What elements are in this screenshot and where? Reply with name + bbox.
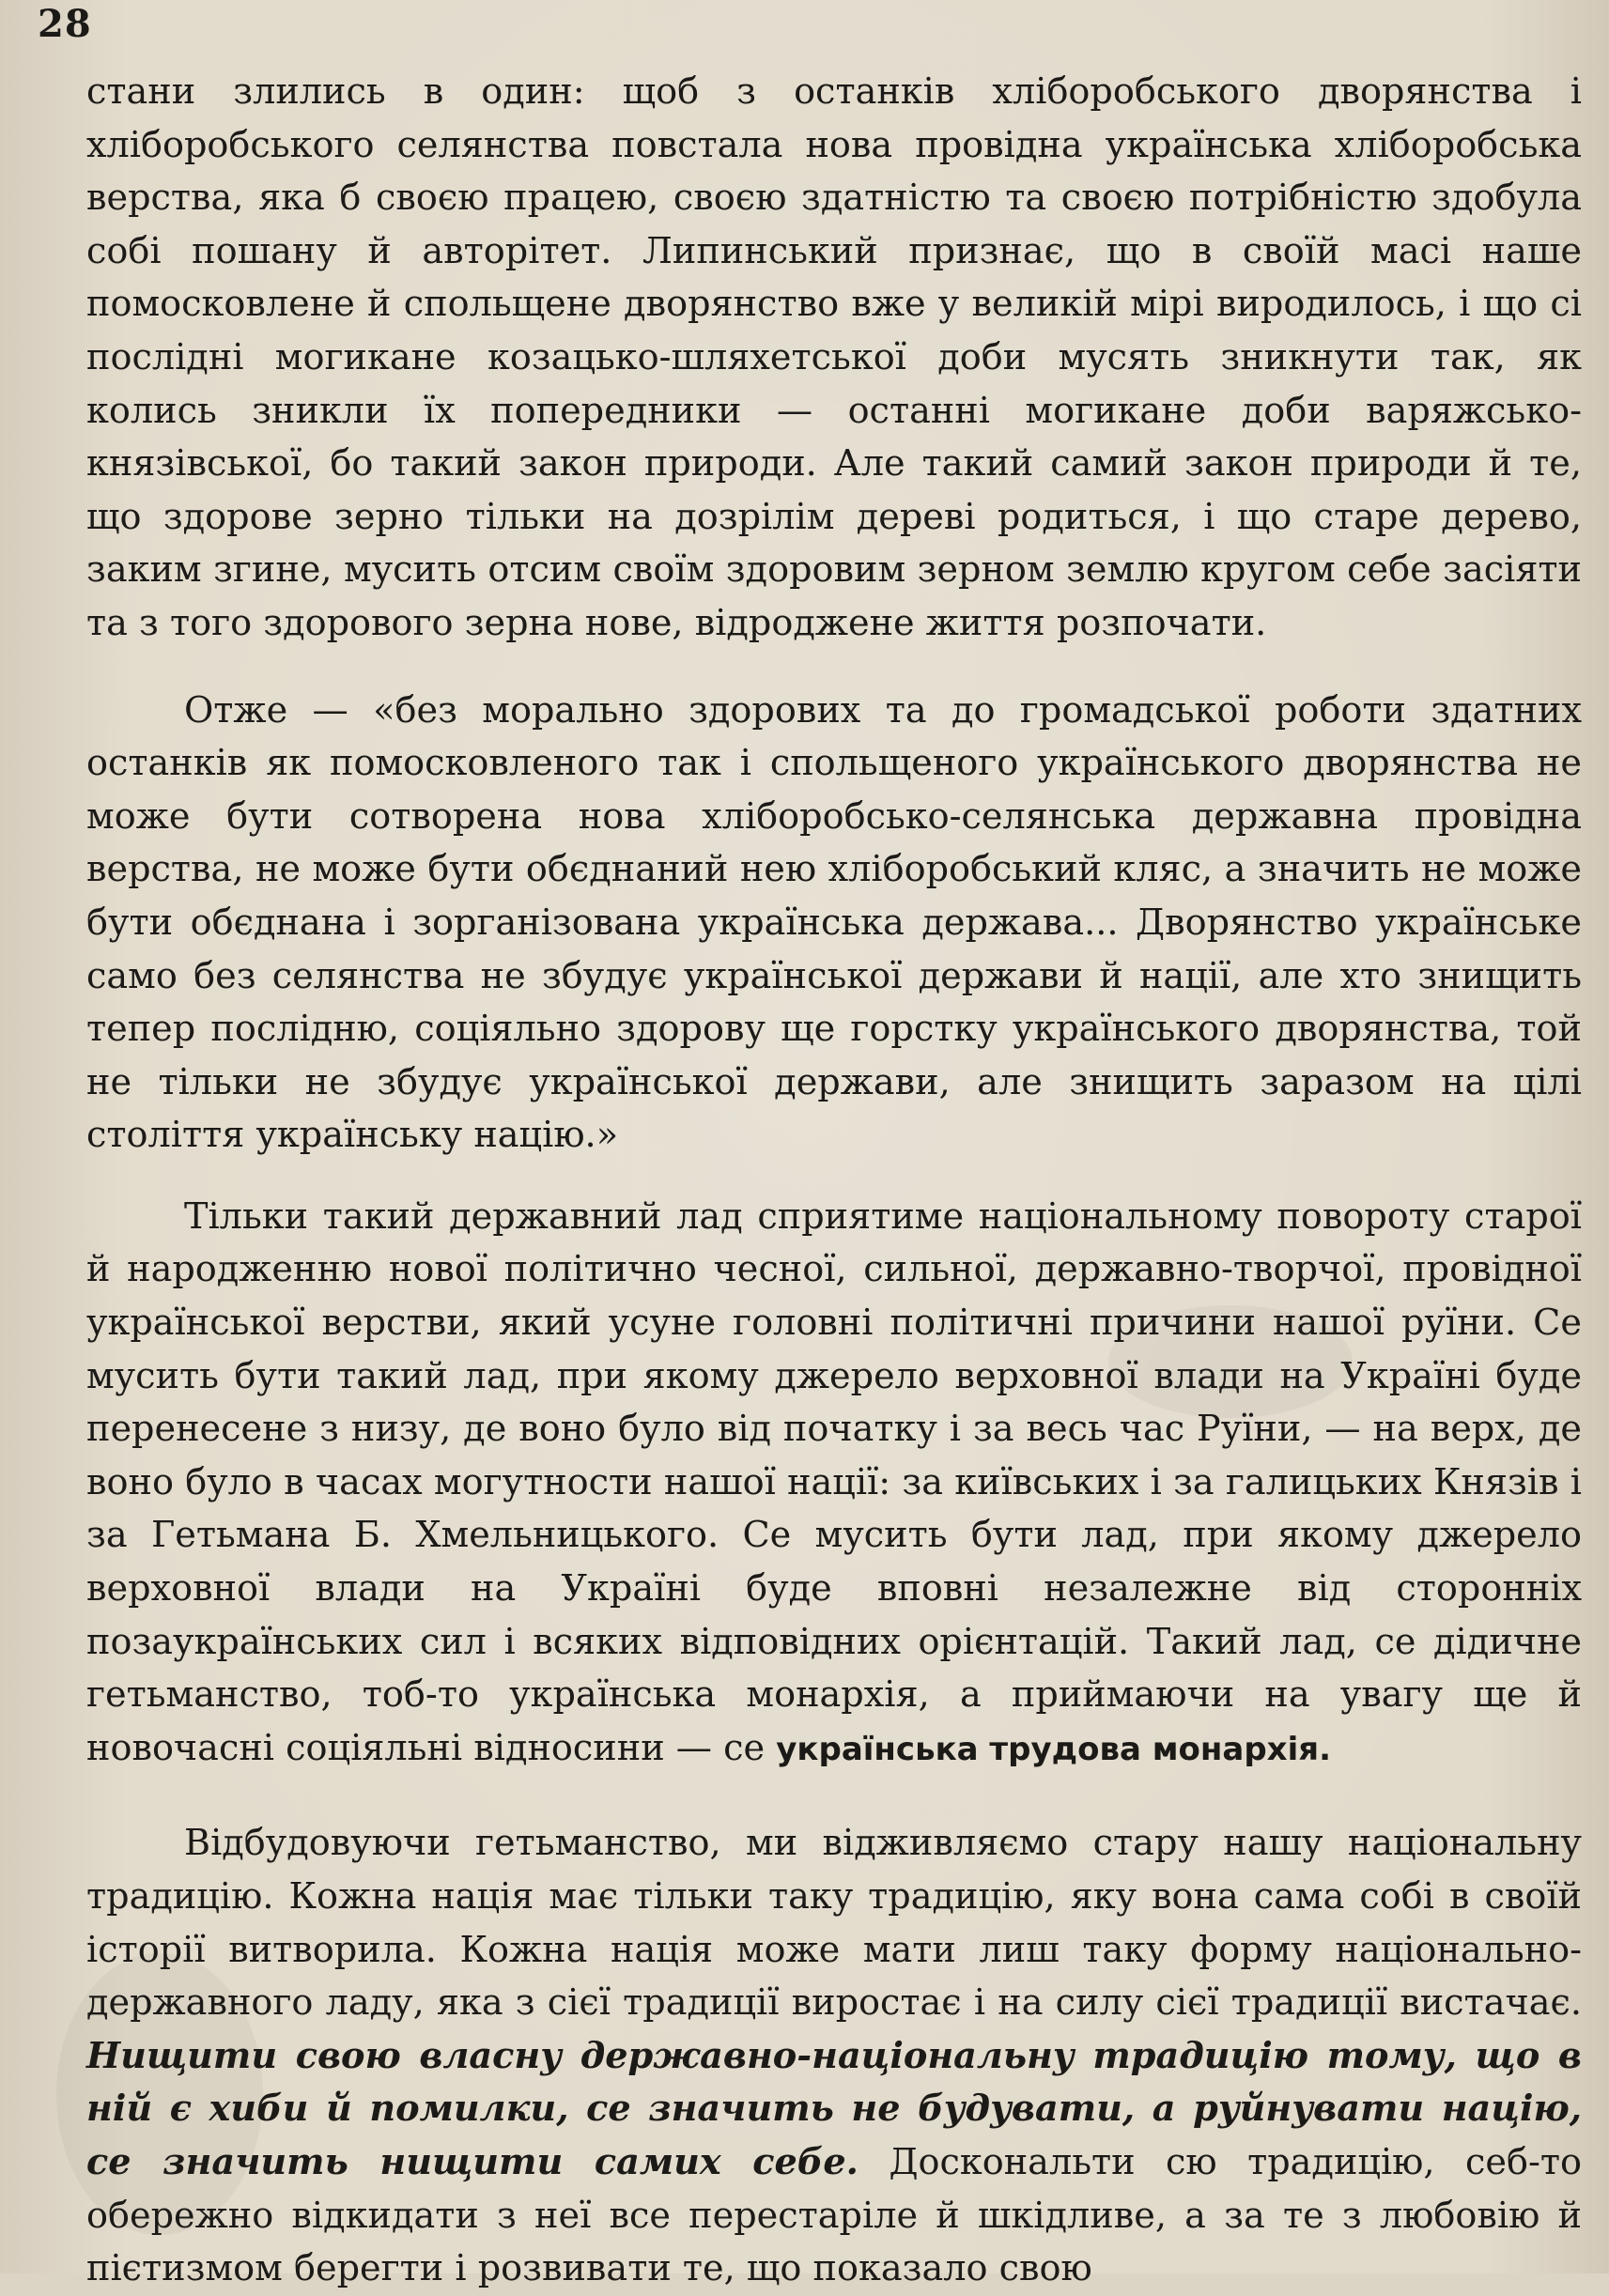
paragraph-1-text: стани злились в один: щоб з останків хліборобського дворянства і хліборобського селянства повстала нова провідна українська хліборобська верства, яка б своєю працею, своєю здатністю та своєю потрібністю здобула собі пошану й авторітет. Липинський признає, що в своїй масі наше помосковлене й спольщене дворянство вже у великій мірі виродилось, і що сі послідні могикане козацько-шляхетської доби мусять зникнути так, як колись зникли їх попередники — останні могикане доби варяжсько-князівської, бо такий закон природи. Але такий самий закон природи й те, що здорове зерно тільки на дозрілім дереві родиться, і що старе дерево, заким згине, мусить отсим своїм здоровим зерном землю кругом себе засіяти та з того здорового зерна нове, відроджене життя розпочати. bbox=[86, 71, 1582, 644]
paragraph-4-text: Відбудовуючи гетьманство, ми відживляємо стару нашу національну традицію. Кожна нація має тільки таку традицію, яку вона сама собі в своїй історії витворила. Кожна нація може мати лиш таку форму національно-державного ладу, яка з сієї традиції виростає і на силу сієї традиції вистачає. bbox=[86, 1823, 1582, 2025]
paragraph-3-text: Тільки такий державний лад сприятиме національному повороту старої й народженню нової політично чесної, сильної, державно-творчої, провідної української верстви, який усуне головні політичні причини нашої руїни. Се мусить бути такий лад, при якому джерело верховної влади на Україні буде перенесене з низу, де воно було від початку і за весь час Руїни, — на верх, де воно було в часах могутности нашої нації: за київських і за галицьких Князів і за Гетьмана Б. Хмельницького. Се мусить бути лад, при якому джерело верховної влади на Україні буде вповні незалежне від сторонніх позаукраїнських сил і всяких відповідних орієнтацій. Такий лад, се дідичне гетьманство, тоб-то українська монархія, а приймаючи на увагу ще й новочасні соціяльні відносини — се bbox=[86, 1195, 1582, 1769]
paragraph-3-emphasis: українська трудова монархія. bbox=[776, 1730, 1331, 1768]
paragraph-3 bbox=[86, 1191, 1582, 1777]
page-number: 28 bbox=[38, 2, 92, 46]
paragraph-4-continuation: Доскональти сю традицію, себ-то обережно відкидати з неї все перестаріле й шкідливе, а за те з любовію й пієтизмом берегти і розвивати те, що показало свою bbox=[86, 2141, 1582, 2290]
paragraph-1 bbox=[86, 66, 1582, 651]
paragraph-4 bbox=[86, 1817, 1582, 2295]
paragraph-2-quote bbox=[86, 685, 1582, 1163]
body-text bbox=[86, 66, 1582, 2296]
paragraph-2-text: Отже — «без морально здорових та до громадської роботи здатних останків як помосковленого так і спольщеного українського дворянства не може бути сотворена нова хліборобсько-селянська державна провідна верства, не може бути обєднаний нею хліборобський кляс, а значить не може бути обєднана і зорганізована українська держава... Дворянство українське само без селянства не збудує української держави й нації, але хто знищить тепер послідню, соціяльно здорову ще горстку українського дворянства, той не тільки не збудує української держави, але знищить заразом на цілі століття українську націю.» bbox=[86, 689, 1582, 1157]
paragraph-4-italic: Нищити свою власну державно-національну традицію тому, що в ній є хиби й помилки, се значить не будувати, а руйнувати націю, се значить нищити самих себе. bbox=[86, 2034, 1582, 2183]
